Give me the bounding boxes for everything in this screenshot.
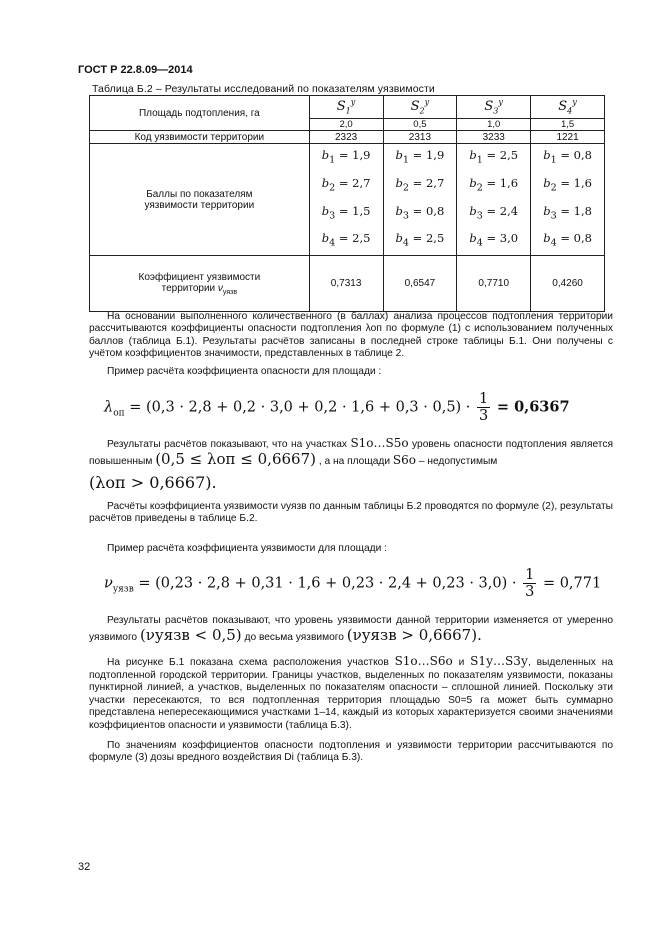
table-caption: Таблица Б.2 – Результаты исследований по показателям уязвимости xyxy=(92,83,435,95)
formula-vulnerability: $\nu_{уязв} = (0,23 \cdot 2,8 + 0,31 \cdot 1,6 + 0,23 \cdot 2,4 + 0,23 \cdot 3,0)$ · $\frac{1}{3}$ = 0,771 xyxy=(104,567,602,600)
vulnerability-table xyxy=(89,95,605,312)
area-value: 1,5 xyxy=(531,119,605,131)
coef-value: 0,7710 xyxy=(457,256,531,312)
paragraph: На рисунке Б.1 показана схема расположения участков S1о…S6о и S1у…S3у, выделенных на подтопленной городской территории. Границы участков, выделенных по показателям уязвимости, показаны пунктирной линией, а участков, выделенных по показателям опасности – сплошной линией. Поскольку эти участки пересекаются, то вся подтопленная территория площадью S0=5 га может быть суммарно представлена непересекающимися участками 1–14, каждый из которых характеризуется своими значениями коэффициентов опасности и уязвимости (таблица Б.3). xyxy=(89,654,613,731)
coef-value: 0,7313 xyxy=(309,256,383,312)
code-value: 2313 xyxy=(383,131,457,144)
scores-cell: $b_1 = 1,9$ $b_2 = 2,7$ $b_3 = 0,8$ $b_4 = 2,5$ xyxy=(383,144,457,256)
paragraph: На основании выполненного количественного (в баллах) анализа процессов подтопления территории рассчитываются коэффициенты опасности подтопления λоп по формуле (1) с использованием полученных баллов (таблица Б.1). Результаты расчётов записаны в последней строке таблицы Б.1. Они получены с учётом коэффициентов значимости, представленных в таблице 2. xyxy=(89,311,613,359)
paragraph: Результаты расчётов показывают, что уровень уязвимости данной территории изменяется от умеренно уязвимого (νуязв < 0,5) до весьма уязвимого (νуязв > 0,6667). xyxy=(89,615,613,644)
paragraph: Пример расчёта коэффициента опасности для площади : xyxy=(107,366,382,377)
formula-hazard: $\lambda_{оп} = (0,3 \cdot 2,8 + 0,2 \cdot 3,0 + 0,2 \cdot 1,6 + 0,3 \cdot 0,5)$ · $\frac{1}{3}$ = 0,6367 xyxy=(104,391,570,424)
paragraph: Пример расчёта коэффициента уязвимости для площади : xyxy=(107,543,387,554)
column-header: $S_1^у$ xyxy=(309,96,383,119)
scores-label: Баллы по показателям уязвимости территории xyxy=(90,144,310,256)
code-value: 3233 xyxy=(457,131,531,144)
area-label: Площадь подтопления, га xyxy=(90,96,310,131)
paragraph: Результаты расчётов показывают, что на участках S1о…S5о уровень опасности подтопления является повышенным (0,5 ≤ λоп ≤ 0,6667) , а на площади S6о – недопустимым (λоп > 0,6667). xyxy=(89,436,613,492)
scores-cell: $b_1 = 1,9$ $b_2 = 2,7$ $b_3 = 1,5$ $b_4 = 2,5$ xyxy=(309,144,383,256)
column-header: $S_3^у$ xyxy=(457,96,531,119)
coef-value: 0,4260 xyxy=(531,256,605,312)
scores-cell: $b_1 = 0,8$ $b_2 = 1,6$ $b_3 = 1,8$ $b_4 = 0,8$ xyxy=(531,144,605,256)
column-header: $S_4^у$ xyxy=(531,96,605,119)
scores-cell: $b_1 = 2,5$ $b_2 = 1,6$ $b_3 = 2,4$ $b_4 = 3,0$ xyxy=(457,144,531,256)
code-value: 1221 xyxy=(531,131,605,144)
paragraph: Расчёты коэффициента уязвимости νуязв по данным таблицы Б.2 проводятся по формуле (2), результаты расчётов приведены в таблице Б.2. xyxy=(89,501,613,525)
paragraph: По значениям коэффициентов опасности подтопления и уязвимости территории рассчитываются по формуле (3) дозы вредного воздействия Di (таблица Б.3). xyxy=(89,740,613,764)
coef-value: 0,6547 xyxy=(383,256,457,312)
code-label: Код уязвимости территории xyxy=(90,131,310,144)
page-number: 32 xyxy=(78,861,91,873)
area-value: 2,0 xyxy=(309,119,383,131)
coef-label: Коэффициент уязвимости территории $\nu_{уязв}$ xyxy=(90,256,310,312)
area-value: 0,5 xyxy=(383,119,457,131)
code-value: 2323 xyxy=(309,131,383,144)
document-header: ГОСТ Р 22.8.09—2014 xyxy=(78,64,193,76)
column-header: $S_2^у$ xyxy=(383,96,457,119)
area-value: 1,0 xyxy=(457,119,531,131)
